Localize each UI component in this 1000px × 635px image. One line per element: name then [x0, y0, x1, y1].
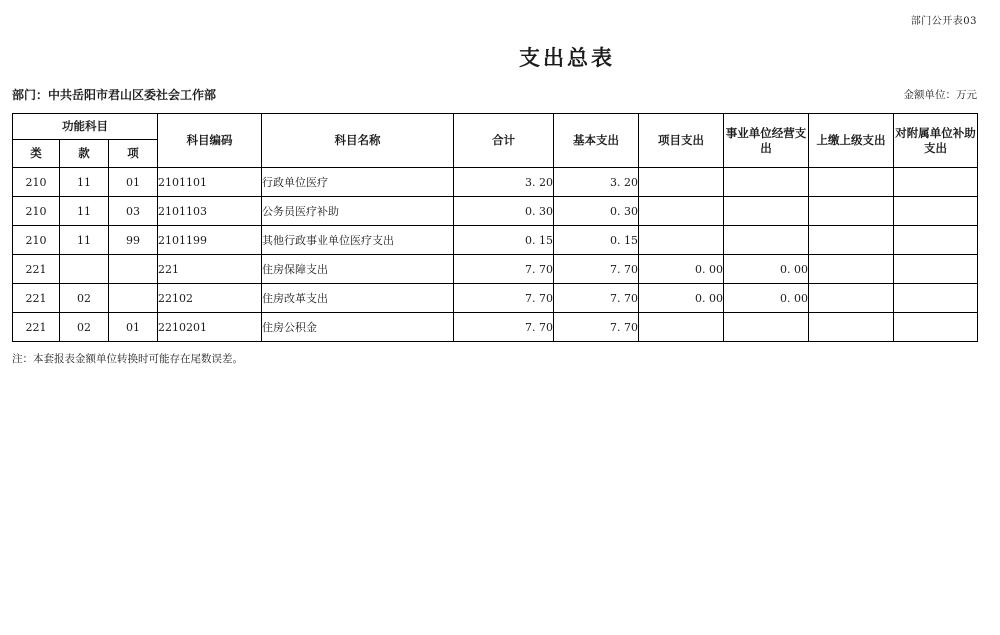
cell-name: 行政单位医疗: [262, 168, 454, 197]
cell-code: 2101101: [158, 168, 262, 197]
cell-itm: [109, 284, 158, 313]
table-body: [13, 168, 978, 342]
cell-subsidy: [894, 226, 978, 255]
cell-itm: 01: [109, 168, 158, 197]
cell-total: 7. 70: [454, 284, 554, 313]
cell-upper: [809, 284, 894, 313]
header-section: 款: [60, 140, 109, 168]
table-row: [13, 284, 978, 313]
table-row: [13, 255, 978, 284]
footnote: 注：本套报表金额单位转换时可能存在尾数误差。: [12, 353, 243, 365]
cell-upper: [809, 313, 894, 342]
header-subject-name: 科目名称: [262, 114, 454, 168]
cell-cls: 221: [13, 313, 60, 342]
cell-project: 0. 00: [639, 255, 724, 284]
header-project-expenditure: 项目支出: [639, 114, 724, 168]
cell-code: 22102: [158, 284, 262, 313]
cell-basic: 7. 70: [554, 255, 639, 284]
table-row: [13, 313, 978, 342]
header-subject-code: 科目编码: [158, 114, 262, 168]
cell-cls: 210: [13, 226, 60, 255]
cell-name: 住房保障支出: [262, 255, 454, 284]
cell-operating: [724, 226, 809, 255]
cell-basic: 7. 70: [554, 313, 639, 342]
header-item: 项: [109, 140, 158, 168]
cell-sec: 11: [60, 168, 109, 197]
cell-cls: 210: [13, 168, 60, 197]
cell-upper: [809, 168, 894, 197]
cell-cls: 221: [13, 284, 60, 313]
cell-operating: [724, 313, 809, 342]
header-affiliate-subsidy: 对附属单位补助支出: [894, 114, 978, 168]
cell-upper: [809, 197, 894, 226]
cell-name: 住房公积金: [262, 313, 454, 342]
cell-itm: 03: [109, 197, 158, 226]
table-row: [13, 168, 978, 197]
cell-basic: 0. 30: [554, 197, 639, 226]
cell-code: 2101103: [158, 197, 262, 226]
cell-name: 公务员医疗补助: [262, 197, 454, 226]
cell-subsidy: [894, 168, 978, 197]
header-operating-expenditure: 事业单位经营支出: [724, 114, 809, 168]
cell-upper: [809, 226, 894, 255]
cell-subsidy: [894, 197, 978, 226]
cell-cls: 210: [13, 197, 60, 226]
header-basic-expenditure: 基本支出: [554, 114, 639, 168]
cell-code: 2210201: [158, 313, 262, 342]
amount-unit-label: 金额单位：万元: [903, 89, 977, 101]
header-upper-level-payment: 上缴上级支出: [809, 114, 894, 168]
cell-code: 221: [158, 255, 262, 284]
cell-total: 3. 20: [454, 168, 554, 197]
cell-total: 0. 30: [454, 197, 554, 226]
cell-operating: [724, 168, 809, 197]
cell-name: 住房改革支出: [262, 284, 454, 313]
cell-itm: [109, 255, 158, 284]
table-row: [13, 197, 978, 226]
cell-project: [639, 226, 724, 255]
cell-sec: 02: [60, 284, 109, 313]
cell-code: 2101199: [158, 226, 262, 255]
header-functional-subject: 功能科目: [13, 114, 158, 140]
table-header: [13, 114, 978, 168]
cell-itm: 01: [109, 313, 158, 342]
form-number-label: 部门公开表03: [910, 16, 977, 27]
cell-subsidy: [894, 284, 978, 313]
header-total: 合计: [454, 114, 554, 168]
table-row: [13, 226, 978, 255]
cell-subsidy: [894, 255, 978, 284]
cell-project: 0. 00: [639, 284, 724, 313]
cell-total: 7. 70: [454, 313, 554, 342]
cell-operating: 0. 00: [724, 284, 809, 313]
cell-total: 7. 70: [454, 255, 554, 284]
cell-upper: [809, 255, 894, 284]
cell-cls: 221: [13, 255, 60, 284]
cell-operating: [724, 197, 809, 226]
cell-basic: 0. 15: [554, 226, 639, 255]
cell-operating: 0. 00: [724, 255, 809, 284]
department-label: 部门：中共岳阳市君山区委社会工作部: [12, 88, 217, 102]
cell-sec: 02: [60, 313, 109, 342]
page-title: 支出总表: [519, 45, 615, 70]
cell-project: [639, 168, 724, 197]
cell-basic: 3. 20: [554, 168, 639, 197]
cell-total: 0. 15: [454, 226, 554, 255]
header-class: 类: [13, 140, 60, 168]
cell-project: [639, 197, 724, 226]
cell-subsidy: [894, 313, 978, 342]
expenditure-summary-table: [12, 113, 978, 342]
cell-basic: 7. 70: [554, 284, 639, 313]
cell-project: [639, 313, 724, 342]
cell-sec: 11: [60, 226, 109, 255]
cell-itm: 99: [109, 226, 158, 255]
cell-sec: [60, 255, 109, 284]
cell-name: 其他行政事业单位医疗支出: [262, 226, 454, 255]
cell-sec: 11: [60, 197, 109, 226]
